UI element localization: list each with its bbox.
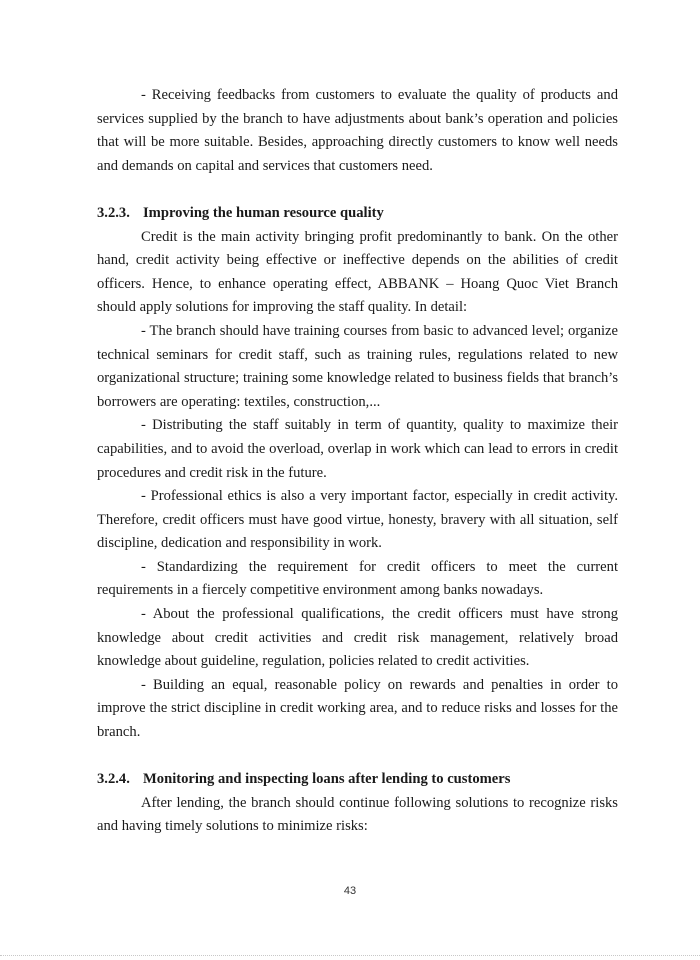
section-number: 3.2.4. [97,771,130,788]
section-paragraph: - About the professional qualifications, the credit officers must have strong knowledge about credit activities and credit risk management, relatively broad knowledge about guideline, regulation, policies related to credit activities. [97,606,618,670]
section-paragraph: - Standardizing the requirement for credit officers to meet the current requirements in a fiercely competitive environment among banks nowadays. [97,558,618,599]
page-body [97,84,618,839]
section-title: Monitoring and inspecting loans after lending to customers [143,771,511,788]
section-paragraph: - Professional ethics is also a very important factor, especially in credit activity. Therefore, credit officers must have good virtue, honesty, bravery with all situation, self discipline, dedication and responsibility in work. [97,488,618,552]
spacer [97,745,618,769]
section-paragraph: - Building an equal, reasonable policy on rewards and penalties in order to improve the strict discipline in credit working area, and to reduce risks and losses for the branch. [97,676,618,741]
spacer [97,178,618,202]
section-paragraph: - The branch should have training courses from basic to advanced level; organize technical seminars for credit staff, such as training rules, regulations related to new organizational structure; training some knowledge related to business fields that branch’s borrowers are operating: textiles, construction,... [97,322,618,410]
section-title: Improving the human resource quality [143,204,384,221]
section-number: 3.2.3. [97,204,130,221]
section-heading-3-2-4 [97,768,618,792]
section-heading-3-2-3 [97,202,618,226]
section-paragraph: Credit is the main activity bringing profit predominantly to bank. On the other hand, credit activity being effective or ineffective depends on the abilities of credit officers. Hence, to enhance operating effect, ABBANK – Hoang Quoc Viet Branch should apply solutions for improving the staff quality. In detail: [97,228,618,316]
section-paragraph: - Distributing the staff suitably in term of quantity, quality to maximize their capabilities, and to avoid the overload, overlap in work which can lead to errors in credit procedures and credit risk in the future. [97,417,618,481]
intro-paragraph: - Receiving feedbacks from customers to evaluate the quality of products and services supplied by the branch to have adjustments about bank’s operation and policies that will be more suitable. Besides, approaching directly customers to know well needs and demands on capital and services that customers need. [97,87,618,174]
page-number: 43 [343,885,357,897]
section-paragraph: After lending, the branch should continue following solutions to recognize risks and having timely solutions to minimize risks: [97,794,618,835]
page-bottom-divider [0,955,700,956]
